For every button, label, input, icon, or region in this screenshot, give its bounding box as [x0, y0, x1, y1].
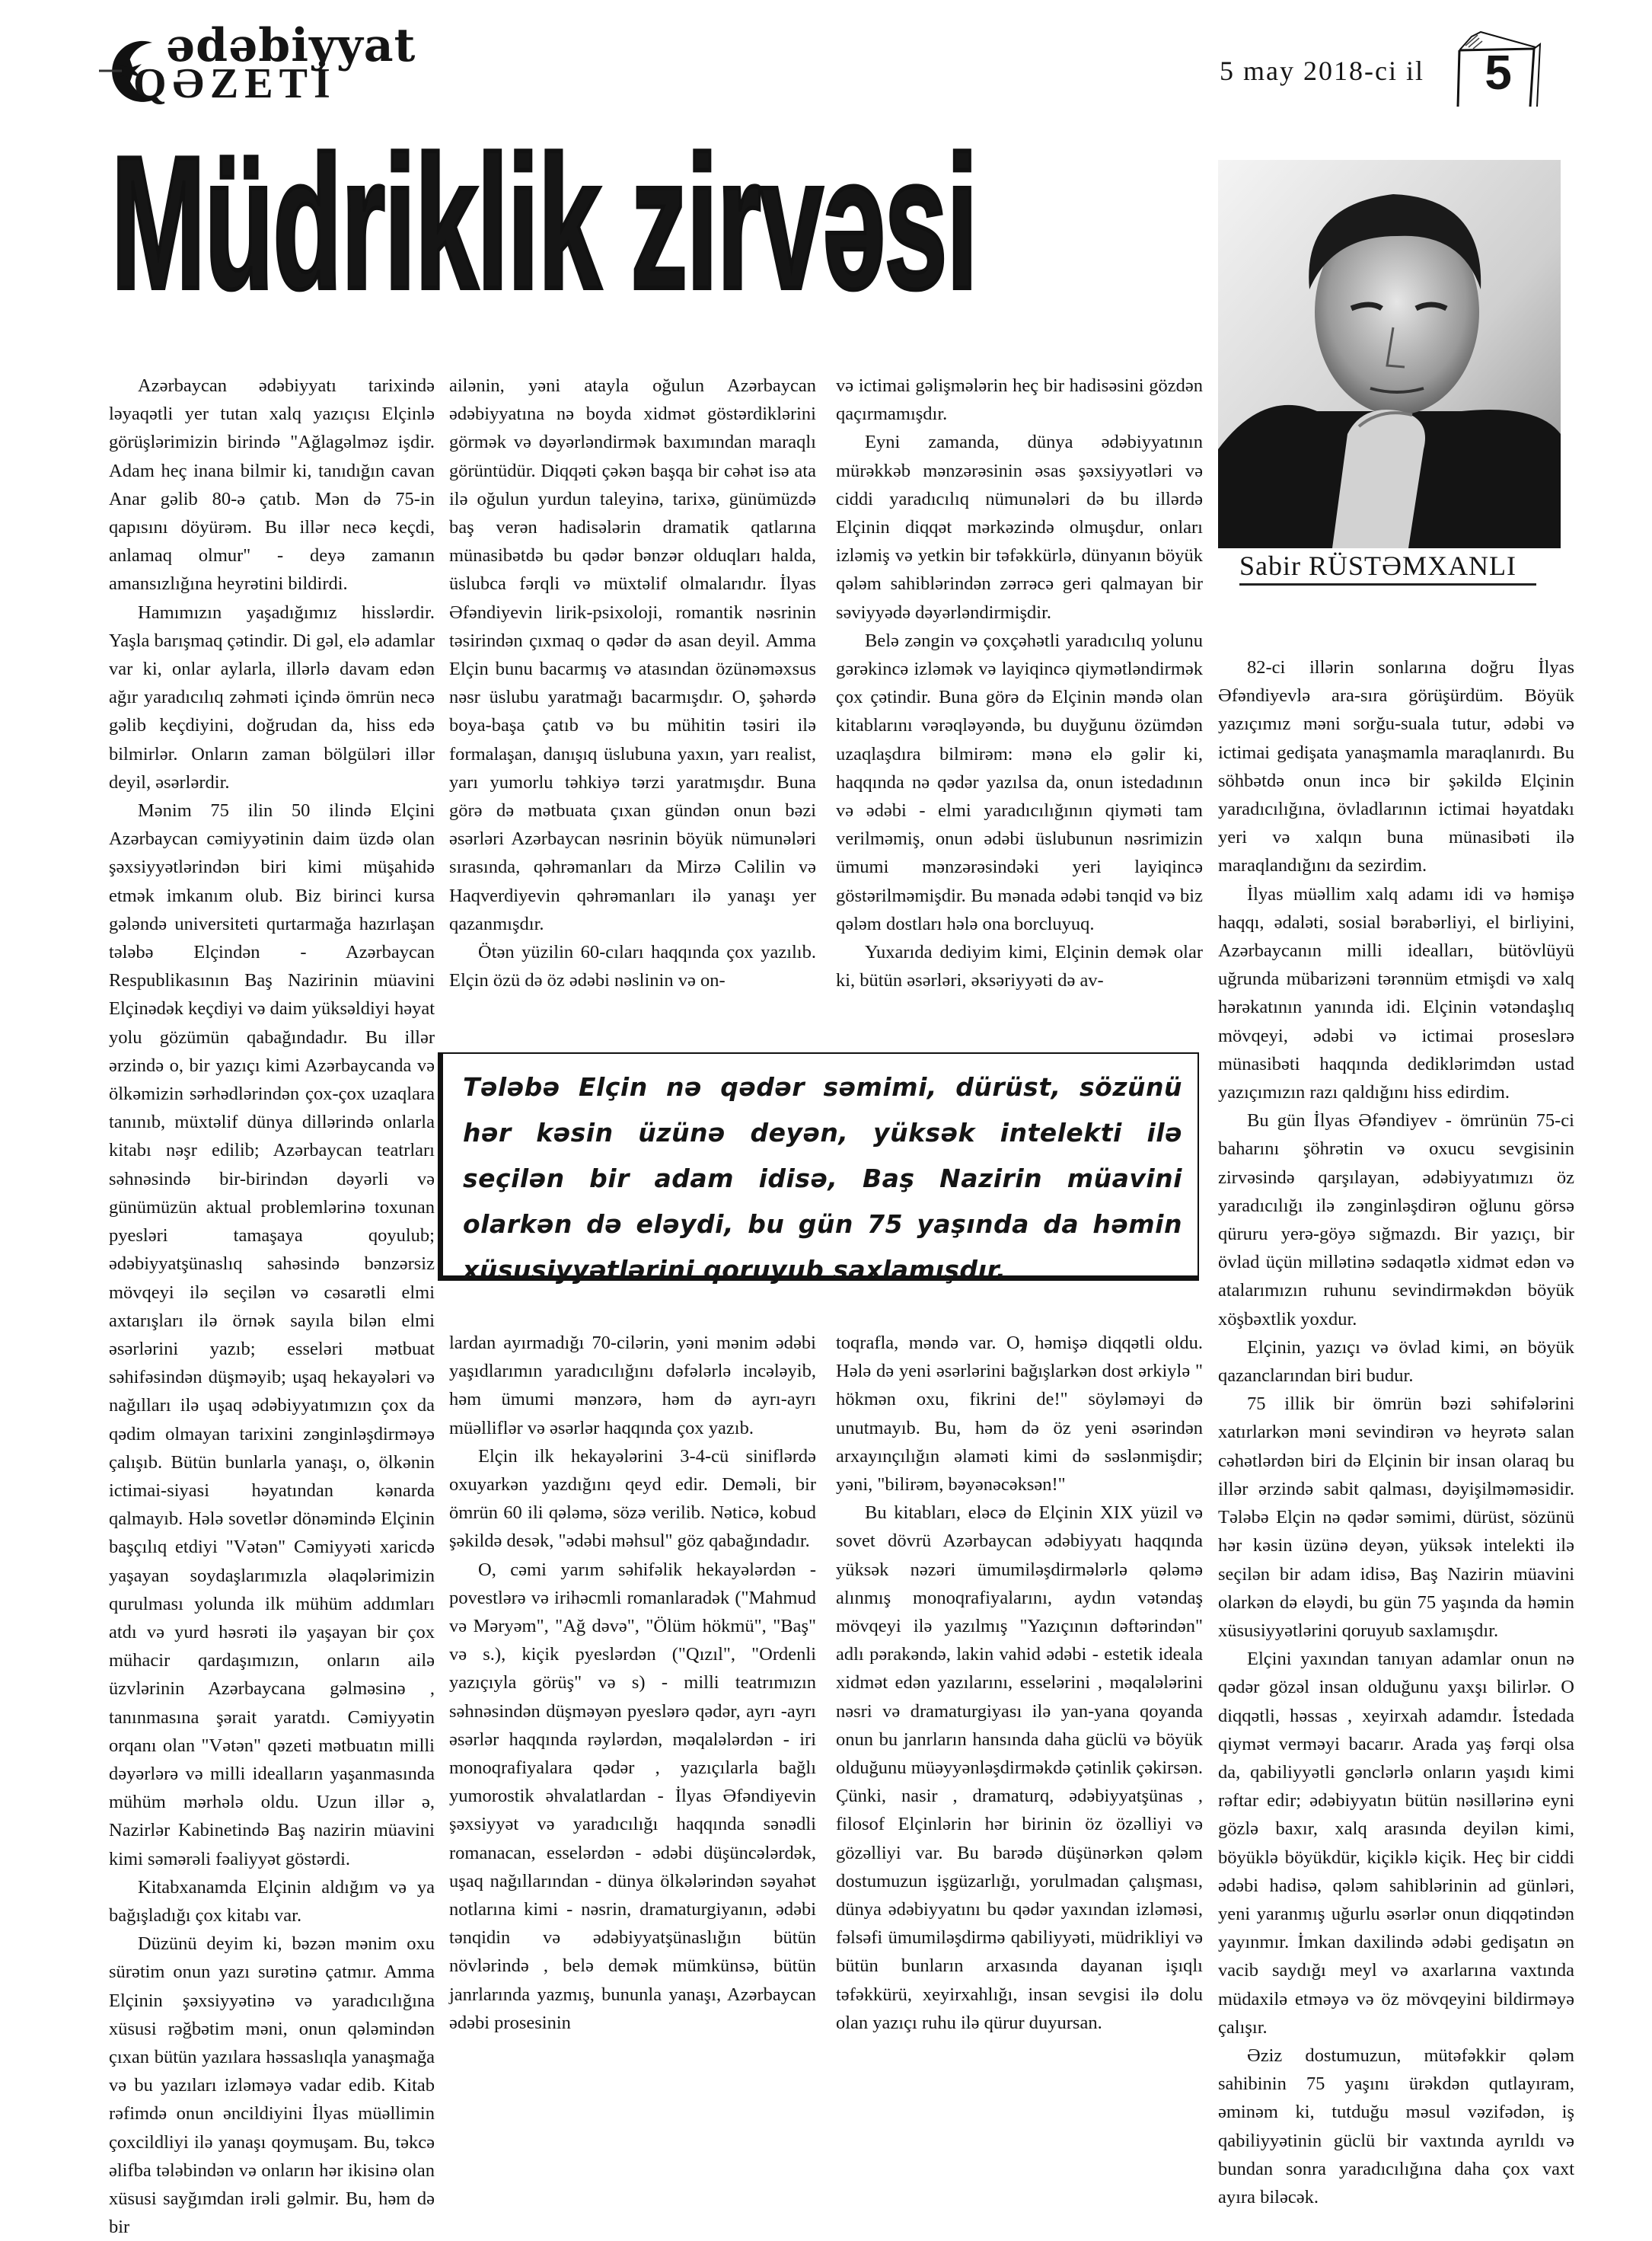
article-column-2-top: [449, 372, 816, 994]
article-column-3-bottom: [836, 1329, 1203, 2037]
author-portrait-photo: [1218, 160, 1561, 548]
paragraph: Eyni zamanda, dünya ədəbiyyatının mürəkkəb mənzərəsinin əsas şəxsiyyətləri və ciddi yaradıcılıq nümunələri də bu illərdə Elçinin diqqət mərkəzində olmuşdur, onları izləmiş və yetkin bir təfəkkürlə, dünyanın böyük qələm sahiblərindən zərrəcə geri qalmayan bir səviyyədə dəyərləndirmişdir.: [836, 432, 1203, 623]
paragraph: O, cəmi yarım səhifəlik hekayələrdən - povestlərə və irihəcmli romanlaradək ("Mahmud və Məryəm", "Ağ dəvə", "Ölüm hökmü", "Baş" və s.), kiçik pyeslərdən ("Qızıl", "Ordenli yazıçıyla görüş" və s) - milli teatrımızın səhnəsindən düşməyən pyeslərə qədər, ayrı -ayrı əsərlər haqqında rəylərdən, məqalələrdən - iri monoqrafiyalara qədər , yazıçılarla bağlı yumorostik əhvalatlardan - İlyas Əfəndiyevin şəxsiyyət və yaradıcılığı haqqında sənədli romanacan, esselərdən - ədəbi düşüncələrdək, uşaq nağıllarından - dünya ölkələrindən səyahət notlarına kimi - nəsrin, dramaturgiyanın, ədəbi tənqidin və ədəbiyyatşünaslığın bütün növlərində , belə demək mümkünsə, bütün janrlarında yazmış, bununla yanaşı, Azərbaycan ədəbi prosesinin: [449, 1559, 816, 2033]
paragraph: ailənin, yəni atayla oğulun Azərbaycan ədəbiyyatına nə boyda xidmət göstərdiklərini görmək və dəyərləndirmək baxımından maraqlı görüntüdür. Diqqəti çəkən başqa bir cəhət isə ata ilə oğulun yurdun taleyinə, tarixə, günümüzdə baş verən hadisələrin dramatik qatlarına münasibətdə bu qədər bənzər olduqları halda, üslubca fərqli və müxtəlif olmalarıdır. İlyas Əfəndiyevin lirik-psixoloji, romantik nəsrinin təsirindən çıxmaq o qədər də asan deyil. Amma Elçin bunu bacarmış və atasından özünəməxsus nəsr üslubu yaratmağı bacarmışdır. O, şəhərdə boya-başa çatıb və bu mühitin təsiri ilə formalaşan, danışıq üslubuna yaxın, yarı realist, yarı yumorlu təhkiyə tərzi yaratmışdır. Buna görə də mətbuata çıxan gündən onun bəzi əsərləri Azərbaycan nəsrinin böyük nümunələri sırasında, qəhrəmanları da Mirzə Cəlilin və Haqverdiyevin qəhrəmanları ilə yanaşı yer qazanmışdır.: [449, 375, 816, 934]
newspaper-logo-subtitle: QƏZETİ: [133, 60, 336, 107]
paragraph: Ötən yüzilin 60-cıları haqqında çox yazılıb. Elçin özü də öz ədəbi nəslinin və on-: [449, 942, 816, 991]
paragraph: lardan ayırmadığı 70-cilərin, yəni mənim ədəbi yaşıdlarımın yaradıcılığını dəfələrlə incələyib, həm ümumi mənzərə, həm də ayrı-ayrı müəlliflər və əsərlər haqqında çox yazıb.: [449, 1333, 816, 1438]
paragraph: Azərbaycan ədəbiyyatı tarixində ləyaqətli yer tutan xalq yazıçısı Elçinlə görüşlərimizin birində "Ağlagəlməz işdir. Adam heç inana bilmir ki, tanıdığın cavan Anar gəlib 80-ə çatıb. Mən də 75-in qapısını döyürəm. Bu illər necə keçdi, anlamaq olmur" - deyə zamanın amansızlığına heyrətini bildirdi.: [109, 375, 435, 595]
paragraph: Elçin ilk hekayələrini 3-4-cü siniflərdə oxuyarkən yazdığını qeyd edir. Deməli, bir ömrün 60 ili qələmə, sözə verilib. Nəticə, kobud şəkildə desək, "ədəbi məhsul" göz qabağındadır.: [449, 1445, 816, 1552]
page-number: 5: [1485, 45, 1512, 100]
paragraph: Bu kitabları, eləcə də Elçinin XIX yüzil və sovet dövrü Azərbaycan ədəbiyyatı haqqında yüksək nəzəri ümumiləşdirmələrlə qələmə alınmış monoqrafiyalarını, aydın vətəndaş mövqeyi ilə yazılmış "Yazıçının dəftərindən" adlı pərakəndə, lakin vahid ədəbi - estetik ideala xidmət edən yazılarını, esselərini , məqalələrini nəsri və dramaturgiyası ilə yan-yana qoyanda onun bu janrların hansında daha güclü və böyük olduğunu müəyyənləşdirməkdə çətinlik çəkirsən. Çünki, nasir , dramaturq, ədəbiyyatşünas , filosof Elçinlərin hər birinin öz özəlliyi və gözəlliyi var. Bu barədə düşünərkən qələm dostumuzun işgüzarlığı, yorulmadan çalışması, dünya ədəbiyyatını bu qədər yaxından izləməsi, fəlsəfi ümumiləşdirmə qabiliyyəti, müdrikliyi və bütün bunların arxasında dayanan işıqlı təfəkkürü, xeyirxahlığı, insan sevgisi ilə dolu olan yazıçı ruhu ilə qürur duyursan.: [836, 1502, 1203, 2033]
article-column-1: [109, 372, 435, 2241]
article-author: Sabir RÜSTƏMXANLI: [1239, 550, 1536, 586]
article-column-2-bottom: [449, 1329, 816, 2037]
pull-quote-text: Tələbə Elçin nə qədər səmimi, dürüst, sözünü hər kəsin üzünə deyən, yüksək intelekti ilə seçilən bir adam idisə, Baş Nazirin müavini olarkən də eləydi, bu gün 75 yaşında da həmin xüsusiyyətlərini qoruyub saxlamışdır.: [463, 1072, 1182, 1285]
pull-quote-box: [438, 1052, 1199, 1285]
paragraph: Elçini yaxından tanıyan adamlar onun nə qədər gözəl insan olduğunu yaxşı bilirlər. O diqqətli, həssas , xeyirxah adamdır. İstedada qiymət verməyi bacarır. Arada yaş fərqi olsa da, qabiliyyətli gənclərlə onların yaşıdı kimi rəftar edir; ədəbiyyatın bütün nəsillərinə eyni gözlə baxır, xalq arasında deyilən kimi, böyüklə böyükdür, kiçiklə kiçik. Heç bir ciddi ədəbi hadisə, qələm sahiblərinin ad günləri, yeni yaranmış uğurlu əsərlər onun diqqətindən yayınmır. İmkan daxilində ədəbi gedişatın ən vacib saydığı meyl və axarlarına vaxtında müdaxilə etməyə və öz mövqeyini bildirməyə çalışır.: [1218, 1649, 1574, 2038]
paragraph: Yuxarıda dediyim kimi, Elçinin demək olar ki, bütün əsərləri, əksəriyyəti də av-: [836, 942, 1203, 991]
paragraph: Kitabxanamda Elçinin aldığım və ya bağışladığı çox kitabı var.: [109, 1876, 435, 1926]
paragraph: 82-ci illərin sonlarına doğru İlyas Əfəndiyevlə ara-sıra görüşürdüm. Böyük yazıçımız məni sorğu-suala tutur, ədəbi və ictimai gedişata yanaşmamla maraqlanırdı. Bu söhbətdə onun incə bir şəkildə Elçinin yaradıcılığına, övladlarının ictimai həyatdakı yeri və xalqın buna münasibəti ilə maraqlandığını da sezirdim.: [1218, 657, 1574, 876]
article-column-4: [1218, 653, 1574, 2211]
paragraph: Əziz dostumuzun, mütəfəkkir qələm sahibinin 75 yaşını ürəkdən qutlayıram, əminəm ki, tutduğu məsul vəzifədən, iş qabiliyyətinin güclü bir vaxtında ayrıldı və bundan sonra yaradıcılığına daha çox vaxt ayıra biləcək.: [1218, 2045, 1574, 2207]
newspaper-logo-title: ədəbiyyat: [166, 19, 416, 72]
paragraph: Düzünü deyim ki, bəzən mənim oxu sürətim onun yazı surətinə çatmır. Amma Elçinin şəxsiyyətinə və yaradıcılığına xüsusi rəğbətim məni, onun qələmindən çıxan bütün yazılara həssaslıqla yanaşmağa və bu yazıları izləməyə vadar edib. Kitab rəfimdə onun əncildiyini İlyas müəllimin çoxcildliyi ilə yanaşı qoymuşam. Bu, təkcə əlifba tələbindən və onların hər ikisinə olan xüsusi sayğımdan irəli gəlmir. Bu, həm də bir: [109, 1933, 435, 2238]
paragraph: Belə zəngin və çoxçəhətli yaradıcılıq yolunu gərəkincə izləmək və layiqincə qiymətləndirmək çox çətindir. Buna görə də Elçinin məndə olan kitablarını vərəqləyəndə, bu duyğunu özümdən uzaqlaşdıra bilmirəm: mənə elə gəlir ki, haqqında nə qədər yazılsa da, onun istedadının və ədəbi - elmi yaradıcılığının qiyməti tam verilməmiş, onun ədəbi üslubunun nəsrimizin ümumi mənzərəsindəki yeri layiqincə göstərilməmişdir. Bu mənada ədəbi tənqid və biz qələm dostları hələ ona borcluyuq.: [836, 630, 1203, 934]
paragraph: toqrafla, məndə var. O, həmişə diqqətli oldu. Hələ də yeni əsərlərini bağışlarkən dost ərkiylə " hökmən oxu, fikrini de!" söyləməyi də unutmayıb. Bu, həm də öz yeni əsərindən arxayınçılığın əlaməti kimi də səslənmişdir; yəni, "bilirəm, bəyənəcəksən!": [836, 1333, 1203, 1496]
paragraph: 75 illik bir ömrün bəzi səhifələrini xatırlarkən məni sevindirən və heyrətə salan cəhətlərdən biri də Elçinin bir insan olaraq bu illər ərzində sabit qalması, dəyişilməməsidir. Tələbə Elçin nə qədər səmimi, dürüst, sözünü hər kəsin üzünə deyən, yüksək intelekti ilə seçilən bir adam idisə, Baş Nazirin müavini olarkən də eləydi, bu gün 75 yaşında da həmin xüsusiyyətlərini qoruyub saxlamışdır.: [1218, 1393, 1574, 1641]
paragraph: Elçinin, yazıçı və övlad kimi, ən böyük qazanclarından biri budur.: [1218, 1336, 1574, 1387]
article-column-3-top: [836, 372, 1203, 994]
paragraph: Mənim 75 ilin 50 ilində Elçini Azərbaycan cəmiyyətinin daim üzdə olan şəxsiyyətlərindən biri kimi müşahidə etmək imkanım olub. Biz birinci kursa gələndə universiteti qurtarmağa hazırlaşan tələbə Elçindən - Azərbaycan Respublikasının Baş Nazirinin müavini Elçinədək keçdiyi və daim yüksəldiyi həyat yolu gözümün qabağındadır. Bu illər ərzində o, bir yazıçı kimi Azərbaycanda və ölkəmizin sərhədlərindən çox-çox uzaqlara tanınıb, müxtəlif dünya dillərində onlarla kitabı nəşr edilib; Azərbaycan teatrları səhnəsində bir-birindən dəyərli və günümüzün aktual problemlərinə toxunan pyesləri tamaşaya qoyulub; ədəbiyyatşünaslıq sahəsində bənzərsiz mövqeyi ilə seçilən və cəsarətli elmi axtarışları ilə örnək sayıla bilən elmi əsərlərini yazıb; esseləri mətbuat səhifəsindən düşməyib; uşaq hekayələri və nağılları ilə uşaq ədəbiyyatımızın çox da qədim olmayan tarixini zənginləşdirməyə çalışıb. Bütün bunlarla yanaşı, o, ölkənin ictimai-siyasi həyatından kənarda qalmayıb. Hələ sovetlər dönəmində Elçinin başçılıq etdiyi "Vətən" Cəmiyyəti xaricdə yaşayan soydaşlarımızla əlaqələrimizin qurulması yolunda ilk mühüm addımları atdı və yurd həsrəti ilə yaşayan bir çox mühacir qardaşımızın, onların ailə üzvlərinin Azərbaycana gəlməsinə , tanınmasına şərait yaratdı. Cəmiyyətin orqanı olan "Vətən" qəzeti mətbuatın milli dəyərlərə və milli idealların yaşanmasında mühüm mərhələ oldu. Uzun illər ə, Nazirlər Kabinetində Baş nazirin müavini kimi səmərəli fəaliyyət göstərdi.: [109, 800, 435, 1869]
article-title: Müdriklik zirvəsi: [111, 117, 977, 328]
paragraph: Hamımızın yaşadığımız hisslərdir. Yaşla barışmaq çətindir. Di gəl, elə adamlar var ki, onlar aylarla, illərlə davam edən ağır yaradıcılıq zəhməti içində ömrün necə gəlib keçdiyini, doğrudan da, hiss edə bilmirlər. Onların zaman bölgüləri illər deyil, əsərlərdir.: [109, 602, 435, 793]
paragraph: və ictimai gəlişmələrin heç bir hadisəsini gözdən qaçırmamışdır.: [836, 375, 1203, 425]
paragraph: Bu gün İlyas Əfəndiyev - ömrünün 75-ci baharını şöhrətin və oxucu sevgisinin zirvəsində qarşılayan, ədəbiyyatımızı öz yaradıcılığı ilə zənginləşdirən oğlunu görsə qüruru yerə-göyə sığmazdı. Bir yazıçı, bir övlad üçün millətinə sədaqətlə xidmət edən və atalarımızın ruhunu sevindirməkdən böyük xöşbəxtlik yoxdur.: [1218, 1110, 1574, 1330]
paragraph: İlyas müəllim xalq adamı idi və həmişə haqqı, ədaləti, sosial bərabərliyi, el birliyini, Azərbaycanın milli idealları, bütövlüyü uğrunda mübarizəni tərənnüm etmişdi və xalq hərəkatının yanında idi. Elçinin vətəndaşlıq mövqeyi, ədəbi və ictimai proseslərə münasibəti haqqında dediklərimdən ustad yazıçımızın razı qaldığını hiss edirdim.: [1218, 883, 1574, 1103]
issue-date: 5 may 2018-ci il: [1220, 56, 1424, 86]
